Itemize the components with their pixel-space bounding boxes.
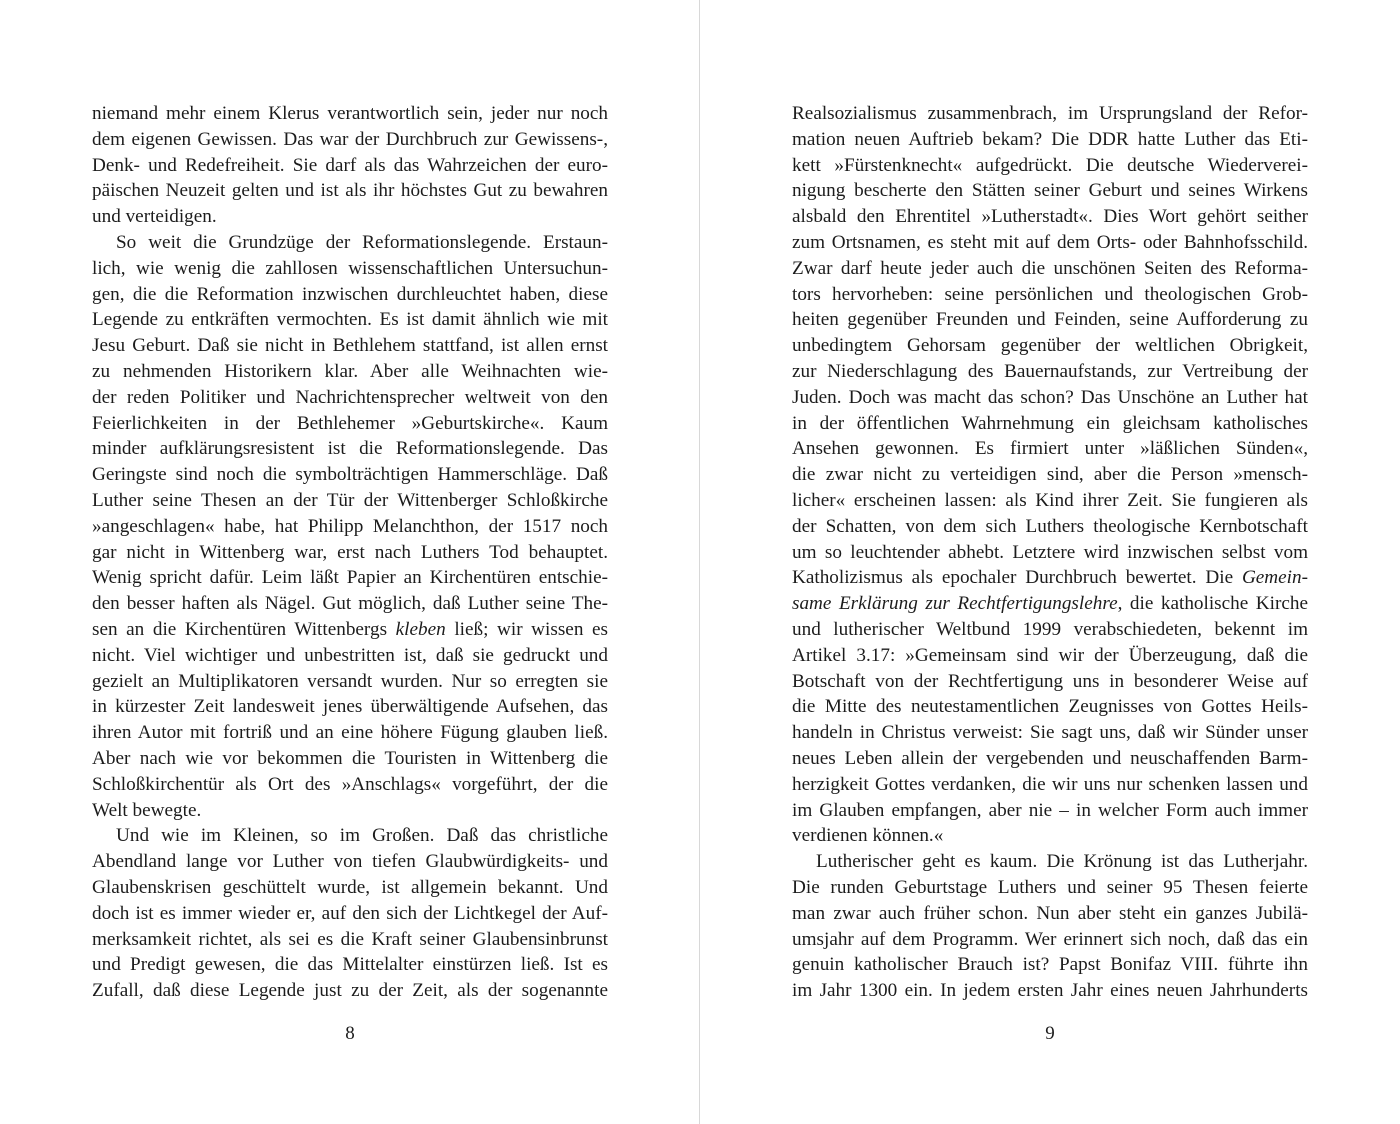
text-line: lich, wie wenig die zahllosen wissenschaftlichen Untersuchun- <box>92 257 608 279</box>
text-line: Glaubenskrisen geschüttelt wurde, ist allgemein bekannt. Und <box>92 876 608 898</box>
text-line: Jesu Geburt. Daß sie nicht in Bethlehem stattfand, ist allen ernst <box>92 335 608 357</box>
text-line: nicht. Viel wichtiger und unbestritten ist, daß sie gedruckt und <box>92 644 608 666</box>
text-line: päischen Neuzeit gelten und ist als ihr höchstes Gut zu bewahren <box>92 180 608 202</box>
text-line: gar nicht in Wittenberg war, erst nach Luthers Tod behauptet. <box>92 541 608 563</box>
text-line <box>792 565 1308 591</box>
text-line: man zwar auch früher schon. Nun aber steht ein ganzes Jubilä- <box>792 902 1308 924</box>
text-line: handeln in Christus verweist: Sie sagt uns, daß wir Sünder unser <box>792 722 1308 744</box>
text-line: der reden Politiker und Nachrichtensprecher weltweit von den <box>92 386 608 408</box>
text-line: Und wie im Kleinen, so im Großen. Daß das christliche <box>116 825 608 847</box>
text-line: unbedingtem Gehorsam gegenüber der weltlichen Obrigkeit, <box>792 335 1308 357</box>
text-line: Aber nach wie vor bekommen die Touristen in Wittenberg die <box>92 747 608 769</box>
text-line: merksamkeit richtet, als sei es die Kraft seiner Glaubensinbrunst <box>92 928 608 950</box>
italic-emphasis: Gemein- <box>1241 567 1308 589</box>
italic-emphasis: kleben <box>395 618 446 640</box>
text-line: Denk- und Redefreiheit. Sie darf als das Wahrzeichen der euro- <box>92 154 608 176</box>
line-segment: ließ; wir wissen es <box>445 618 608 640</box>
text-line: licher« erscheinen lassen: als Kind ihrer Zeit. Sie fungieren als <box>792 489 1308 511</box>
text-line: nigung bescherte den Stätten seiner Geburt und seines Wirkens <box>792 180 1308 202</box>
text-line <box>792 591 1308 617</box>
text-line: Geringste sind noch die symbolträchtigen Hammerschläge. Daß <box>92 464 608 486</box>
text-line: zu nehmenden Historikern klar. Aber alle Weihnachten wie- <box>92 360 608 382</box>
text-line: Feierlichkeiten in der Bethlehemer »Geburtskirche«. Kaum <box>92 412 608 434</box>
text-line: Zufall, daß diese Legende just zu der Zeit, als der sogenannte <box>92 980 608 1002</box>
text-line: dem eigenen Gewissen. Das war der Durchbruch zur Gewissens-, <box>92 128 608 150</box>
text-line: verdienen können.« <box>792 825 944 847</box>
text-line: Legende zu entkräften vermochten. Es ist damit ähnlich wie mit <box>92 309 608 331</box>
text-line: Schloßkirchentür als Ort des »Anschlags« vorgeführt, der die <box>92 773 608 795</box>
text-line: den besser haften als Nägel. Gut möglich, daß Luther seine The- <box>92 593 608 615</box>
text-line: Die runden Geburtstage Luthers und seiner 95 Thesen feierte <box>792 876 1308 898</box>
line-segment: , die katholische Kirche <box>1117 593 1308 615</box>
text-line: Lutherischer geht es kaum. Die Krönung ist das Lutherjahr. <box>816 851 1308 873</box>
text-line: So weit die Grundzüge der Reformationslegende. Erstaun- <box>116 231 608 253</box>
right-page <box>700 0 1400 1124</box>
text-line: in kürzester Zeit landesweit jenes überwältigende Aufsehen, das <box>92 696 608 718</box>
text-line: Abendland lange vor Luther von tiefen Glaubwürdigkeits- und <box>92 851 608 873</box>
text-line: minder aufklärungsresistent ist die Reformationslegende. Das <box>92 438 608 460</box>
text-line: tors hervorheben: seine persönlichen und theologischen Grob- <box>792 283 1308 305</box>
text-line: zur Niederschlagung des Bauernaufstands, zur Vertreibung der <box>792 360 1308 382</box>
text-line: umsjahr auf dem Programm. Wer erinnert sich noch, daß das ein <box>792 928 1308 950</box>
text-line: gezielt an Multiplikatoren versandt wurden. Nur so erregten sie <box>92 670 608 692</box>
text-line: neues Leben allein der vergebenden und neuschaffenden Barm- <box>792 747 1308 769</box>
text-line: heiten gegenüber Freunden und Feinden, seine Aufforderung zu <box>792 309 1308 331</box>
text-line: Wenig spricht dafür. Leim läßt Papier an Kirchentüren entschie- <box>92 567 608 589</box>
text-line: niemand mehr einem Klerus verantwortlich sein, jeder nur noch <box>92 103 608 124</box>
text-line: Botschaft von der Rechtfertigung uns in besonderer Weise auf <box>792 670 1308 692</box>
page-number-right: 9 <box>1045 1023 1055 1044</box>
text-line: »angeschlagen« habe, hat Philipp Melanchthon, der 1517 noch <box>92 515 608 537</box>
page-number-left: 8 <box>345 1023 355 1044</box>
text-line: mation neuen Auftrieb bekam? Die DDR hatte Luther das Eti- <box>792 128 1308 150</box>
text-line: und lutherischer Weltbund 1999 verabschiedeten, bekennt im <box>792 618 1308 640</box>
line-segment: sen an die Kirchentüren Wittenbergs <box>92 618 396 640</box>
right-page-text <box>792 101 1308 1004</box>
left-page-text <box>92 101 608 1004</box>
text-line: Juden. Doch was macht das schon? Das Unschöne an Luther hat <box>792 386 1308 408</box>
text-line: und Predigt gewesen, die das Mittelalter einstürzen ließ. Ist es <box>92 954 608 976</box>
text-line: gen, die die Reformation inzwischen durchleuchtet haben, diese <box>92 283 608 305</box>
text-line: im Glauben empfangen, aber nie – in welcher Form auch immer <box>792 799 1308 821</box>
line-segment: Katholizismus als epochaler Durchbruch bewertet. Die <box>792 567 1242 589</box>
text-line: Realsozialismus zusammenbrach, im Ursprungsland der Refor- <box>792 103 1308 124</box>
text-line: doch ist es immer wieder er, auf den sich der Lichtkegel der Auf- <box>92 902 608 924</box>
text-line: Artikel 3.17: »Gemeinsam sind wir der Überzeugung, daß die <box>792 644 1308 666</box>
text-line: ihren Autor mit fortriß und an eine höhere Fügung glauben ließ. <box>92 722 608 744</box>
italic-emphasis: same Erklärung zur Rechtfertigungslehre <box>792 593 1118 615</box>
text-line <box>92 617 608 643</box>
text-line: genuin katholischer Brauch ist? Papst Bonifaz VIII. führte ihn <box>792 954 1308 976</box>
text-line: kett »Fürstenknecht« aufgedrückt. Die deutsche Wiederverei- <box>792 154 1308 176</box>
text-line: alsbald den Ehrentitel »Lutherstadt«. Dies Wort gehört seither <box>792 206 1308 228</box>
text-line: die Mitte des neutestamentlichen Zeugnisses von Gottes Heils- <box>792 696 1308 718</box>
text-line: Zwar darf heute jeder auch die unschönen Seiten des Reforma- <box>792 257 1308 279</box>
text-line: im Jahr 1300 ein. In jedem ersten Jahr eines neuen Jahrhunderts <box>792 980 1308 1002</box>
text-line: Welt bewegte. <box>92 799 202 821</box>
text-line: die zwar nicht zu verteidigen sind, aber die Person »mensch- <box>792 464 1308 486</box>
text-line: Ansehen gewonnen. Es firmiert unter »läßlichen Sünden«, <box>792 438 1308 460</box>
text-line: herzigkeit Gottes verdanken, die wir uns nur schenken lassen und <box>792 773 1308 795</box>
text-line: zum Ortsnamen, es steht mit auf dem Orts- oder Bahnhofsschild. <box>792 231 1308 253</box>
text-line: Luther seine Thesen an der Tür der Wittenberger Schloßkirche <box>92 489 608 511</box>
text-line: der Schatten, von dem sich Luthers theologische Kernbotschaft <box>792 515 1308 537</box>
text-line: um so leuchtender abhebt. Letztere wird inzwischen selbst vom <box>792 541 1308 563</box>
text-line: und verteidigen. <box>92 206 217 228</box>
text-line: in der öffentlichen Wahrnehmung ein gleichsam katholisches <box>792 412 1308 434</box>
